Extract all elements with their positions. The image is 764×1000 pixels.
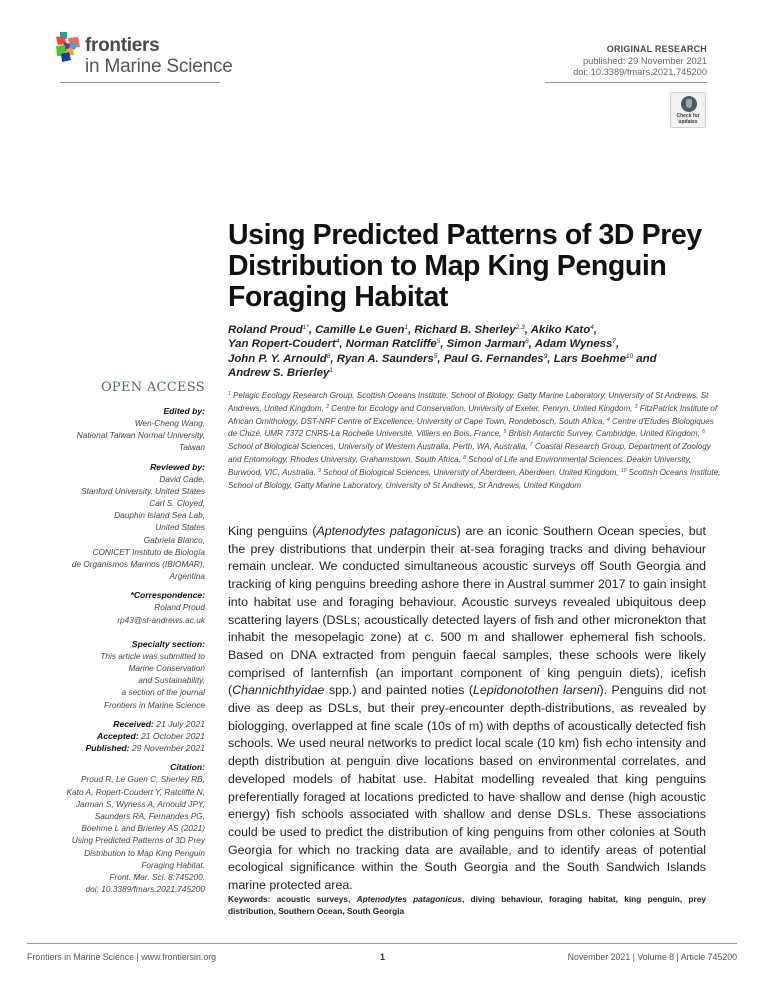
- author-name[interactable]: Simon Jarman: [446, 338, 526, 351]
- affiliation-number: 6: [702, 429, 705, 436]
- author-name[interactable]: Richard B. Sherley: [414, 324, 516, 336]
- date-label: Accepted:: [97, 731, 141, 742]
- date-value: 21 October 2021: [140, 731, 205, 742]
- affiliation-text: FitzPatrick Institute of African Ornithology, DST-NRF Centre of Excellence, University of Cape Town, Rondebosch, South Africa,: [228, 403, 718, 426]
- affiliation-text: Centre d'Etudes Biologiques de Chizé, UMR 7372 CNRS-La Rochelle Université, Villiers en Bois, France,: [228, 416, 714, 439]
- sidebar-line: Saunders RA, Fernandes PG,: [94, 811, 205, 822]
- edited-by-lines: [40, 417, 205, 454]
- sidebar-line: Taiwan: [179, 442, 205, 453]
- citation-lines: [40, 773, 205, 895]
- species-name: Lepidonotothen larseni: [473, 683, 600, 698]
- affiliation-number: 7: [529, 442, 533, 449]
- author-affiliation-marker: 1: [329, 366, 333, 374]
- abstract-text: spp.) and painted noties (: [324, 683, 474, 698]
- author-name[interactable]: Lars Boehme: [553, 352, 626, 365]
- author-name[interactable]: Roland Proud: [228, 324, 303, 336]
- article-doi[interactable]: doi: 10.3389/fmars.2021.745200: [573, 67, 707, 77]
- affiliation-text: Coastal Research Group, Department of Zoology and Entomology, Rhodes University, Grahamstown, South Africa,: [228, 442, 711, 464]
- check-for-updates-button[interactable]: [670, 92, 706, 128]
- author-name[interactable]: Andrew S. Brierley: [228, 366, 330, 379]
- author-affiliation-marker: 5: [436, 338, 441, 346]
- date-label: Received:: [113, 718, 157, 729]
- check-updates-line1: Check for: [676, 113, 700, 119]
- affiliation-number: 5: [503, 429, 507, 436]
- affiliation-text: School of Biological Sciences, University of Western Australia, Perth, WA, Australia,: [228, 442, 530, 452]
- abstract-text: ). Penguins did not dive as deep as DSLs, but their prey-encounter depth-distributions, as revealed by biologging, overlapped at fine scale (10s of m) with depths of acoustically detected fish schools. We used neural networks to predict local scale (10 km) fish echo intensity and depth distribution at penguin dive locations based on environmental correlates, and developed models of habitat use. Habitat modelling revealed that king penguins preferentially foraged at locations predicted to have shallow and dense (high acoustic energy) fish schools associated with shallow and dense DSLs. These associations could be used to predict the distribution of king penguins from other colonies at South Georgia for which no tracking data are available, and to identify areas of potential ecological significance within the South Georgia and the South Sandwich Islands marine protected area.: [228, 683, 706, 893]
- author-affiliation-marker: 4: [335, 338, 340, 346]
- affiliation-text: Centre for Ecology and Conservation, University of Exeter, Penryn, United Kingdom,: [328, 403, 635, 413]
- author-affiliation-marker: 4: [590, 324, 594, 331]
- abstract-text: ) are an iconic Southern Ocean species, but the prey distributions that underpin their at-sea foraging tracks and diving behaviour remain unclear. We conducted simultaneous acoustic surveys off South Georgia and tracking of king penguins breeding ashore there in Austral summer 2017 to gain insight into habitat use and foraging behaviour. Acoustic surveys revealed ubiquitous deep scattering layers (DSLs; acoustically detected layers of fish and other micronekton that inhabit the mesopelagic zone) at c. 500 m and shallower ephemeral fish schools. Based on DNA extracted from penguin faecal samples, these schools were likely comprised of lanternfish (an important component of king penguin diets), icefish (: [228, 524, 706, 698]
- affiliation-number: 8: [463, 454, 466, 461]
- sidebar-line: Wen-Cheng Wang,: [134, 418, 205, 428]
- author-affiliation-marker: 10: [625, 352, 634, 360]
- frontiers-logo-icon: [56, 32, 82, 62]
- author-name[interactable]: Adam Wyness: [534, 338, 613, 351]
- sidebar-line: Dauphin Island Sea Lab,: [114, 510, 205, 521]
- specialty-section: [40, 638, 205, 711]
- keyword[interactable]: foraging habitat: [549, 894, 616, 904]
- keywords-label: Keywords:: [228, 894, 277, 904]
- sidebar-line: David Cade,: [159, 473, 205, 484]
- sidebar-line: Using Predicted Patterns of 3D Prey: [71, 835, 205, 846]
- keyword[interactable]: king penguin: [624, 894, 680, 904]
- journal-logo[interactable]: [56, 30, 256, 80]
- specialty-label: Specialty section:: [131, 638, 205, 649]
- species-name: Channichthyidae: [232, 683, 325, 698]
- affiliations: [228, 390, 723, 492]
- open-access-label: OPEN ACCESS: [100, 380, 205, 395]
- sidebar-line: This article was submitted to: [100, 650, 205, 661]
- author-name[interactable]: John P. Y. Arnould: [228, 352, 327, 365]
- check-updates-line2: updates: [678, 118, 698, 125]
- email-link[interactable]: rp43@st-andrews.ac.uk: [117, 614, 205, 625]
- affiliation-number: 4: [606, 416, 610, 423]
- sidebar-line: Frontiers in Marine Science: [104, 699, 205, 710]
- affiliation-text: School of Biological Sciences, University of Aberdeen, Aberdeen, United Kingdom,: [320, 467, 621, 477]
- keyword[interactable]: Southern Ocean: [278, 905, 343, 916]
- affiliation-number: 1: [228, 391, 231, 397]
- journal-name: in Marine Science: [85, 56, 233, 77]
- author-affiliation-marker: 5: [433, 352, 438, 360]
- date-label: Published:: [85, 743, 132, 754]
- author-affiliation-marker: 2,3: [515, 324, 525, 331]
- footer-journal[interactable]: Frontiers in Marine Science | www.frontiersin.org: [27, 952, 217, 962]
- keyword[interactable]: Aptenodytes patagonicus: [356, 894, 462, 904]
- keyword[interactable]: diving behaviour: [470, 894, 541, 904]
- reviewed-by-label: Reviewed by:: [150, 461, 205, 472]
- author-name[interactable]: Norman Ratcliffe: [345, 338, 437, 351]
- header-divider-left: [60, 82, 220, 83]
- reviewed-by-lines: [40, 473, 205, 583]
- dates-section: [40, 718, 205, 755]
- sidebar-line: Proud R, Le Guen C, Sherley RB,: [80, 774, 205, 785]
- sidebar-line: Front. Mar. Sci. 8:745200.: [109, 872, 205, 883]
- affiliation-number: 9: [318, 467, 321, 474]
- author-list: Roland Proud$^{1*}$, Camille Le Guen$^1$, Richard B. Sherley$^{2,3}$, Akiko Kato$^4$, Yan Ropert-Coudert$^4$, Norman Ratcliffe$^5$, Simon Jarman$^6$, Adam Wyness$^7$, John P. Y. Arnould$^8$, Ryan A. Saunders$^5$, Paul G. Fernandes$^9$, Lars Boehme$^{10}$ and Andrew S. Brierley$^1$: [228, 324, 657, 379]
- keyword[interactable]: prey distribution: [228, 894, 706, 916]
- sidebar-line: National Taiwan Normal University,: [76, 430, 205, 441]
- author-affiliation-marker: 8: [326, 352, 331, 360]
- author-affiliation-marker: 7: [612, 338, 616, 346]
- footer-issue: November 2021 | Volume 8 | Article 745200: [567, 952, 737, 962]
- sidebar-line: doi: 10.3389/fmars.2021.745200: [85, 884, 205, 895]
- sidebar-line: Roland Proud: [154, 602, 205, 613]
- sidebar-line: Jarman S, Wyness A, Arnould JPY,: [75, 798, 205, 809]
- citation-label: Citation:: [170, 762, 205, 773]
- reviewed-by-section: [40, 461, 205, 583]
- author-affiliation-marker: 1*: [302, 324, 309, 331]
- affiliation-text: Scottish Oceans Institute, School of Biology, Gatty Marine Laboratory, University of St Andrews, St Andrews, United Kingdom: [228, 467, 721, 490]
- published-date: published: 29 November 2021: [582, 55, 707, 66]
- author-name[interactable]: Camille Le Guen: [315, 324, 405, 336]
- date-value: 21 July 2021: [156, 718, 205, 729]
- page-number: 1: [380, 952, 386, 962]
- correspondence-section: [40, 589, 205, 625]
- footer-divider: [27, 943, 737, 944]
- abstract-text: King penguins (: [228, 524, 317, 538]
- sidebar-line: CONICET Instituto de Biología: [92, 546, 205, 557]
- citation-section: [40, 761, 205, 895]
- specialty-lines: [40, 650, 205, 711]
- sidebar-line: Argentina: [169, 571, 205, 582]
- sidebar-line: Distribution to Map King Penguin: [84, 847, 205, 858]
- author-affiliation-marker: 6: [525, 338, 529, 346]
- affiliation-text: School of Life and Environmental Sciences, Deakin University, Burwood, VIC, Australia,: [228, 454, 692, 477]
- author-affiliation-marker: 9: [543, 352, 548, 360]
- author-affiliation-marker: 1: [404, 324, 409, 331]
- sidebar-line: and Sustainability,: [138, 675, 205, 686]
- edited-by-section: [40, 405, 205, 454]
- sidebar-line: Stanford University, United States: [81, 485, 205, 496]
- sidebar-line: de Organismos Marinos (IBIOMAR),: [71, 559, 205, 570]
- author-name[interactable]: Akiko Kato: [530, 324, 591, 336]
- affiliation-text: British Antarctic Survey, Cambridge, United Kingdom,: [506, 429, 703, 439]
- affiliation-number: 10: [620, 467, 627, 474]
- species-name: Aptenodytes patagonicus: [316, 524, 457, 538]
- affiliation-text: Pelagic Ecology Research Group, Scottish Oceans Institute, School of Biology, Gatty Marine Laboratory, University of St Andrews, St Andrews, United Kingdom,: [228, 391, 709, 413]
- header-divider-right: [545, 82, 707, 83]
- affiliation-number: 3: [634, 403, 638, 410]
- article-type: ORIGINAL RESEARCH: [606, 44, 707, 54]
- date-row: [40, 742, 205, 754]
- date-row: [40, 730, 205, 742]
- author-name[interactable]: Yan Ropert-Coudert: [228, 338, 336, 351]
- sidebar-line: Gabriela Blanco,: [143, 534, 205, 545]
- sidebar-line: a section of the journal: [121, 687, 205, 698]
- abstract: [228, 523, 706, 895]
- author-name[interactable]: Ryan A. Saunders: [336, 352, 434, 365]
- sidebar-line: Boehme L and Brierley AS (2021): [81, 823, 205, 834]
- sidebar-line: Marine Conservation: [128, 663, 205, 674]
- keyword[interactable]: South Georgia: [346, 905, 405, 916]
- sidebar-line: Kato A, Ropert-Coudert Y, Ratcliffe N,: [66, 786, 205, 797]
- article-meta: [573, 44, 707, 79]
- journal-brand: frontiers: [85, 35, 160, 56]
- bookmark-icon: [681, 96, 697, 112]
- date-row: [40, 718, 205, 730]
- date-value: 29 November 2021: [131, 743, 205, 754]
- author-name[interactable]: Paul G. Fernandes: [443, 352, 544, 365]
- sidebar-line: Carl S. Cloyed,: [149, 498, 205, 509]
- edited-by-label: Edited by:: [163, 406, 205, 416]
- sidebar: [40, 380, 205, 903]
- sidebar-line: United States: [155, 522, 205, 533]
- correspondence-lines: [40, 601, 205, 625]
- article-title: Using Predicted Patterns of 3D Prey Distribution to Map King Penguin Foraging Habitat: [228, 219, 702, 313]
- keyword[interactable]: acoustic surveys: [276, 894, 348, 904]
- correspondence-label: *Correspondence:: [130, 590, 205, 601]
- keywords: Keywords: acoustic surveys, Aptenodytes patagonicus, diving behaviour, foraging habitat, king penguin, prey distribution, Southern Ocean, South Georgia: [228, 894, 706, 916]
- sidebar-line: Foraging Habitat.: [141, 859, 205, 870]
- affiliation-number: 2: [326, 403, 329, 410]
